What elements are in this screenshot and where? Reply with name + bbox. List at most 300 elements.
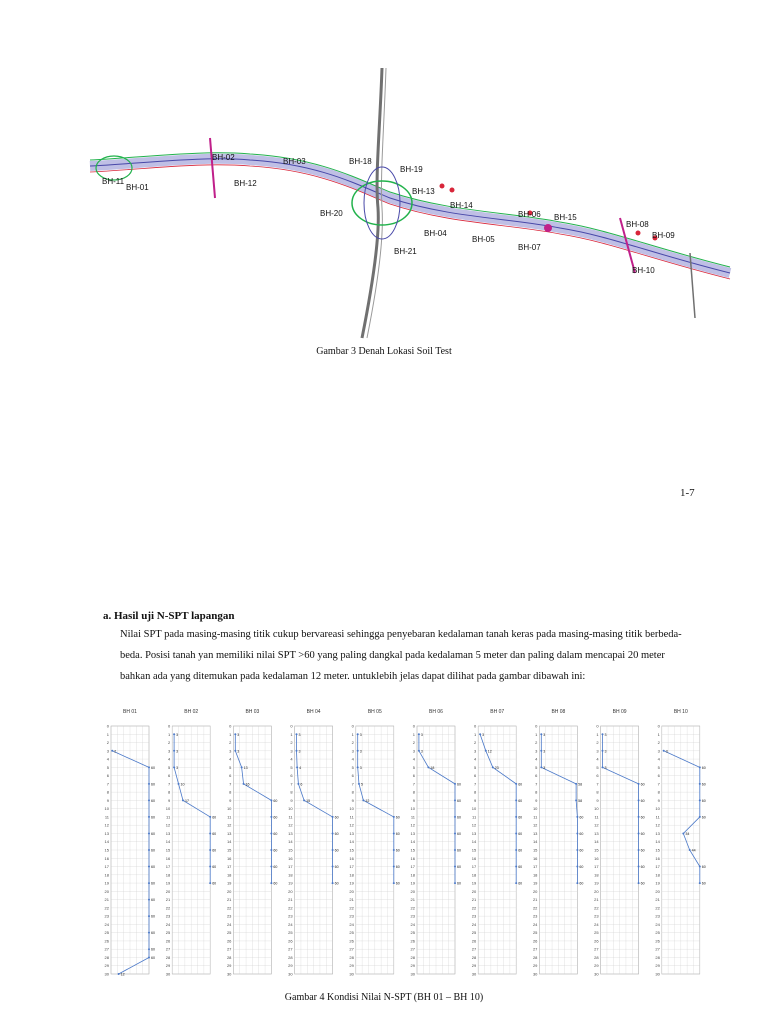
depth-tick-label: 19 [410, 880, 415, 886]
depth-tick-label: 0 [596, 723, 599, 729]
nspt-value-label: 3 [237, 749, 240, 754]
depth-tick-label: 17 [471, 864, 477, 870]
depth-tick-label: 19 [288, 880, 293, 886]
depth-tick-label: 10 [288, 806, 293, 812]
nspt-value-label: 60 [395, 848, 400, 853]
depth-tick-label: 22 [594, 905, 599, 911]
nspt-value-label: 60 [334, 848, 339, 853]
depth-tick-label: 28 [349, 954, 354, 960]
depth-tick-label: 9 [412, 797, 415, 803]
map-label: BH-02 [212, 153, 235, 162]
depth-tick-label: 8 [473, 789, 477, 795]
nspt-caption: Gambar 4 Kondisi Nilai N-SPT (BH 01 – BH 10) [284, 992, 484, 1003]
nspt-value-label: 60 [151, 947, 155, 952]
depth-tick-label: 20 [104, 888, 109, 894]
depth-tick-label: 13 [165, 830, 171, 836]
depth-tick-label: 27 [594, 946, 599, 952]
nspt-point [270, 816, 272, 818]
depth-tick-label: 6 [596, 773, 599, 779]
depth-tick-label: 4 [351, 756, 354, 762]
depth-tick-label: 5 [473, 764, 477, 770]
map-label: BH-14 [450, 201, 473, 210]
depth-tick-label: 28 [532, 954, 538, 960]
panel-title: BH 02 [184, 709, 199, 715]
nspt-point [358, 783, 360, 785]
nspt-value-label: 60 [151, 782, 155, 787]
nspt-point [173, 733, 175, 735]
depth-tick-label: 17 [410, 864, 415, 870]
depth-tick-label: 5 [412, 764, 415, 770]
depth-tick-label: 0 [473, 723, 477, 729]
nspt-value-label: 6 [300, 782, 303, 787]
depth-tick-label: 18 [226, 872, 232, 878]
depth-tick-label: 8 [106, 789, 109, 795]
depth-tick-label: 11 [104, 814, 109, 820]
depth-tick-label: 30 [226, 971, 232, 977]
map-label: BH-05 [472, 235, 495, 244]
nspt-value-label: 60 [212, 831, 217, 836]
nspt-value-label: 60 [640, 815, 645, 820]
depth-tick-label: 17 [165, 864, 171, 870]
depth-tick-label: 28 [104, 954, 109, 960]
nspt-point [492, 766, 494, 768]
depth-tick-label: 30 [288, 971, 293, 977]
nspt-value-label: 2 [114, 749, 117, 754]
nspt-point [209, 816, 211, 818]
nspt-point [576, 832, 578, 834]
depth-tick-label: 18 [104, 872, 109, 878]
nspt-point [148, 766, 150, 768]
nspt-point [243, 783, 245, 785]
nspt-value-label: 60 [212, 848, 217, 853]
depth-tick-label: 1 [657, 731, 660, 737]
depth-tick-label: 17 [532, 864, 538, 870]
depth-tick-label: 19 [104, 880, 109, 886]
nspt-point [303, 799, 305, 801]
depth-tick-label: 14 [410, 839, 415, 845]
depth-tick-label: 7 [473, 781, 477, 787]
depth-tick-label: 8 [229, 789, 232, 795]
nspt-point [270, 849, 272, 851]
map-label: BH-06 [518, 210, 541, 219]
depth-tick-label: 21 [410, 897, 415, 903]
depth-tick-label: 14 [165, 839, 171, 845]
nspt-point [454, 816, 456, 818]
depth-tick-label: 6 [290, 773, 293, 779]
nspt-point [576, 866, 578, 868]
depth-tick-label: 7 [167, 781, 171, 787]
panel-title: BH 03 [245, 709, 260, 715]
borehole-labels [102, 153, 675, 275]
depth-tick-label: 28 [288, 954, 293, 960]
depth-tick-label: 20 [532, 888, 538, 894]
depth-tick-label: 11 [349, 814, 354, 820]
depth-tick-label: 15 [471, 847, 477, 853]
nspt-value-label: 60 [640, 865, 645, 870]
nspt-value-label: 16 [245, 782, 250, 787]
map-label: BH-19 [400, 165, 423, 174]
depth-tick-label: 23 [349, 913, 354, 919]
map-label: BH-13 [412, 187, 435, 196]
depth-tick-label: 2 [657, 740, 660, 746]
map-label: BH-01 [126, 183, 149, 192]
depth-tick-label: 1 [535, 731, 538, 737]
nspt-value-label: 12 [487, 749, 492, 754]
depth-tick-label: 15 [165, 847, 171, 853]
depth-tick-label: 13 [349, 830, 354, 836]
depth-tick-label: 26 [532, 938, 538, 944]
depth-tick-label: 2 [412, 740, 415, 746]
depth-tick-label: 5 [351, 764, 354, 770]
nspt-value-label: 60 [640, 848, 645, 853]
depth-tick-label: 9 [167, 797, 171, 803]
nspt-point [111, 750, 113, 752]
nspt-value-label: 60 [151, 898, 155, 903]
depth-tick-label: 17 [104, 864, 109, 870]
depth-tick-label: 4 [106, 756, 109, 762]
depth-tick-label: 22 [226, 905, 232, 911]
depth-tick-label: 10 [410, 806, 415, 812]
depth-tick-label: 8 [351, 789, 354, 795]
depth-tick-label: 15 [226, 847, 232, 853]
depth-tick-label: 25 [349, 930, 354, 936]
depth-tick-label: 5 [290, 764, 293, 770]
nspt-point [454, 882, 456, 884]
nspt-point [209, 882, 211, 884]
depth-tick-label: 19 [655, 880, 660, 886]
nspt-value-label: 60 [457, 815, 461, 820]
depth-tick-label: 24 [410, 921, 415, 927]
depth-tick-label: 1 [473, 731, 477, 737]
depth-tick-label: 2 [167, 740, 171, 746]
nspt-value-label: 60 [212, 881, 217, 886]
nspt-value-label: 60 [212, 815, 217, 820]
depth-tick-label: 25 [288, 930, 293, 936]
nspt-point [148, 799, 150, 801]
depth-tick-label: 27 [104, 946, 109, 952]
depth-tick-label: 12 [349, 822, 354, 828]
nspt-value-label: 60 [151, 848, 155, 853]
depth-tick-label: 25 [104, 930, 109, 936]
nspt-point [296, 733, 298, 735]
depth-tick-label: 7 [351, 781, 354, 787]
depth-tick-label: 10 [471, 806, 477, 812]
depth-tick-label: 14 [226, 839, 232, 845]
nspt-point [148, 899, 150, 901]
nspt-value-label: 4 [299, 765, 302, 770]
nspt-value-label: 60 [518, 881, 523, 886]
nspt-point [332, 882, 334, 884]
depth-tick-label: 14 [349, 839, 354, 845]
depth-tick-label: 6 [535, 773, 538, 779]
depth-tick-label: 21 [226, 897, 232, 903]
nspt-point [602, 766, 604, 768]
panel-title: BH 01 [123, 709, 137, 715]
nspt-point [699, 866, 701, 868]
depth-tick-label: 19 [594, 880, 599, 886]
depth-tick-label: 7 [657, 781, 660, 787]
depth-tick-label: 19 [165, 880, 171, 886]
nspt-point [297, 783, 299, 785]
depth-tick-label: 11 [166, 814, 171, 820]
depth-tick-label: 9 [596, 797, 599, 803]
nspt-value-label: 10 [180, 782, 185, 787]
nspt-point [454, 849, 456, 851]
depth-tick-label: 15 [410, 847, 415, 853]
paragraph-line: beda. Posisi tanah yan memiliki nilai SPT >60 yang paling dangkal pada kedalaman 5 meter dan paling dalam mencapai 20 meter [120, 650, 665, 661]
nspt-point [362, 799, 364, 801]
nspt-value-label: 3 [359, 732, 362, 737]
depth-tick-label: 3 [290, 748, 293, 754]
panel-title: BH 10 [673, 709, 688, 715]
depth-tick-label: 21 [471, 897, 477, 903]
depth-tick-label: 24 [471, 921, 477, 927]
depth-tick-label: 15 [655, 847, 660, 853]
nspt-value-label: 60 [701, 782, 706, 787]
depth-tick-label: 0 [290, 723, 293, 729]
depth-tick-label: 4 [596, 756, 599, 762]
depth-tick-label: 8 [167, 789, 171, 795]
depth-tick-label: 8 [412, 789, 415, 795]
nspt-value-label: 3 [482, 732, 485, 737]
depth-tick-label: 16 [165, 855, 171, 861]
depth-tick-label: 5 [596, 764, 599, 770]
depth-tick-label: 30 [594, 971, 599, 977]
nspt-value-label: 60 [457, 865, 461, 870]
nspt-point [332, 849, 334, 851]
nspt-value-label: 60 [518, 798, 523, 803]
nspt-point [209, 866, 211, 868]
depth-tick-label: 26 [165, 938, 171, 944]
nspt-point [173, 750, 175, 752]
depth-tick-label: 18 [655, 872, 660, 878]
nspt-point [699, 766, 701, 768]
nspt-point [148, 816, 150, 818]
depth-tick-label: 1 [106, 731, 109, 737]
depth-tick-label: 12 [104, 822, 109, 828]
depth-tick-label: 12 [655, 822, 660, 828]
depth-tick-label: 19 [349, 880, 354, 886]
depth-tick-label: 20 [655, 888, 660, 894]
nspt-point [393, 832, 395, 834]
nspt-value-label: 60 [579, 848, 584, 853]
depth-tick-label: 8 [535, 789, 538, 795]
nspt-value-label: 60 [151, 865, 155, 870]
nspt-point [148, 915, 150, 917]
depth-tick-label: 10 [349, 806, 354, 812]
nspt-value-label: 60 [334, 865, 339, 870]
depth-tick-label: 2 [229, 740, 232, 746]
depth-tick-label: 30 [410, 971, 415, 977]
nspt-point [699, 882, 701, 884]
map-label: BH-09 [652, 231, 675, 240]
nspt-value-label: 60 [273, 848, 278, 853]
depth-tick-label: 2 [290, 740, 293, 746]
depth-tick-label: 14 [288, 839, 293, 845]
nspt-point [178, 783, 180, 785]
nspt-value-label: 60 [701, 865, 706, 870]
depth-tick-label: 14 [104, 839, 109, 845]
nspt-value-label: 3 [604, 749, 607, 754]
map-label: BH-21 [394, 247, 417, 256]
nspt-point [699, 799, 701, 801]
nspt-point [454, 783, 456, 785]
nspt-point [602, 733, 604, 735]
depth-tick-label: 21 [594, 897, 599, 903]
nspt-point [148, 866, 150, 868]
map-label: BH-15 [554, 213, 577, 222]
depth-tick-label: 23 [655, 913, 660, 919]
depth-tick-label: 26 [104, 938, 109, 944]
panel-title: BH 08 [551, 709, 566, 715]
depth-tick-label: 12 [410, 822, 415, 828]
depth-tick-label: 16 [655, 855, 660, 861]
panel-title: BH 05 [367, 709, 382, 715]
depth-tick-label: 0 [412, 723, 415, 729]
nspt-point [418, 733, 420, 735]
depth-tick-label: 29 [288, 963, 293, 969]
nspt-point [575, 799, 577, 801]
nspt-point [454, 866, 456, 868]
depth-tick-label: 3 [106, 748, 109, 754]
depth-tick-label: 3 [596, 748, 599, 754]
depth-tick-label: 27 [349, 946, 354, 952]
nspt-value-label: 60 [273, 881, 278, 886]
depth-tick-label: 25 [165, 930, 171, 936]
panel-title: BH 07 [490, 709, 505, 715]
depth-tick-label: 14 [655, 839, 660, 845]
nspt-point [638, 832, 640, 834]
depth-tick-label: 17 [226, 864, 232, 870]
nspt-value-label: 60 [395, 831, 400, 836]
depth-tick-label: 2 [351, 740, 354, 746]
nspt-point [485, 750, 487, 752]
depth-tick-label: 11 [655, 814, 660, 820]
depth-tick-label: 21 [288, 897, 293, 903]
depth-tick-label: 15 [532, 847, 538, 853]
depth-tick-label: 3 [167, 748, 171, 754]
depth-tick-label: 22 [349, 905, 354, 911]
nspt-value-label: 60 [579, 831, 584, 836]
nspt-value-label: 60 [518, 831, 523, 836]
nspt-value-label: 60 [151, 815, 155, 820]
nspt-value-label: 23 [494, 765, 499, 770]
nspt-value-label: 60 [701, 765, 706, 770]
nspt-value-label: 3 [665, 749, 668, 754]
nspt-value-label: 60 [212, 865, 217, 870]
nspt-point [515, 799, 517, 801]
depth-tick-label: 10 [655, 806, 660, 812]
depth-tick-label: 27 [288, 946, 293, 952]
depth-tick-label: 5 [106, 764, 109, 770]
nspt-point [540, 733, 542, 735]
depth-tick-label: 6 [229, 773, 232, 779]
depth-tick-label: 22 [532, 905, 538, 911]
depth-tick-label: 6 [351, 773, 354, 779]
depth-tick-label: 13 [410, 830, 415, 836]
depth-tick-label: 20 [165, 888, 171, 894]
depth-tick-label: 17 [288, 864, 293, 870]
depth-tick-label: 6 [657, 773, 660, 779]
depth-tick-label: 15 [104, 847, 109, 853]
nspt-value-label: 60 [395, 815, 400, 820]
depth-tick-label: 3 [657, 748, 660, 754]
depth-tick-label: 3 [473, 748, 477, 754]
depth-tick-label: 24 [655, 921, 660, 927]
depth-tick-label: 19 [471, 880, 477, 886]
nspt-point [118, 973, 120, 975]
depth-tick-label: 18 [594, 872, 599, 878]
depth-tick-label: 21 [655, 897, 660, 903]
nspt-value-label: 60 [457, 782, 461, 787]
nspt-point [209, 832, 211, 834]
depth-tick-label: 20 [594, 888, 599, 894]
depth-tick-label: 20 [349, 888, 354, 894]
depth-tick-label: 1 [167, 731, 171, 737]
nspt-point [270, 832, 272, 834]
depth-tick-label: 3 [535, 748, 538, 754]
map-caption: Gambar 3 Denah Lokasi Soil Test [316, 346, 452, 357]
depth-tick-label: 12 [288, 822, 293, 828]
depth-tick-label: 13 [226, 830, 232, 836]
depth-tick-label: 22 [655, 905, 660, 911]
nspt-value-label: 58 [578, 782, 583, 787]
nspt-value-label: 3 [604, 765, 607, 770]
depth-tick-label: 21 [532, 897, 538, 903]
nspt-point [575, 783, 577, 785]
nspt-point [209, 849, 211, 851]
depth-tick-label: 12 [594, 822, 599, 828]
nspt-point [234, 750, 236, 752]
depth-tick-label: 23 [165, 913, 171, 919]
depth-tick-label: 16 [226, 855, 232, 861]
depth-tick-label: 11 [472, 814, 477, 820]
depth-tick-label: 27 [410, 946, 415, 952]
nspt-point [296, 750, 298, 752]
nspt-value-label: 3 [176, 732, 179, 737]
depth-tick-label: 29 [532, 963, 538, 969]
depth-tick-label: 3 [412, 748, 415, 754]
nspt-value-label: 60 [151, 765, 155, 770]
nspt-value-label: 12 [365, 798, 370, 803]
depth-tick-label: 30 [349, 971, 354, 977]
depth-tick-label: 29 [349, 963, 354, 969]
depth-tick-label: 16 [471, 855, 477, 861]
depth-tick-label: 4 [657, 756, 660, 762]
depth-tick-label: 29 [655, 963, 660, 969]
nspt-value-label: 60 [334, 815, 339, 820]
depth-tick-label: 28 [410, 954, 415, 960]
depth-tick-label: 0 [535, 723, 538, 729]
depth-tick-label: 20 [410, 888, 415, 894]
nspt-point [241, 766, 243, 768]
depth-tick-label: 25 [410, 930, 415, 936]
nspt-value-label: 60 [640, 881, 645, 886]
nspt-value-label: 60 [151, 798, 155, 803]
nspt-point [427, 766, 429, 768]
nspt-value-label: 3 [298, 749, 301, 754]
nspt-point [393, 866, 395, 868]
depth-tick-label: 3 [351, 748, 354, 754]
depth-tick-label: 28 [594, 954, 599, 960]
depth-tick-label: 5 [657, 764, 660, 770]
depth-tick-label: 4 [473, 756, 477, 762]
depth-tick-label: 1 [351, 731, 354, 737]
depth-tick-label: 16 [532, 855, 538, 861]
map-label: BH-10 [632, 266, 655, 275]
nspt-point [148, 932, 150, 934]
nspt-value-label: 3 [420, 732, 423, 737]
